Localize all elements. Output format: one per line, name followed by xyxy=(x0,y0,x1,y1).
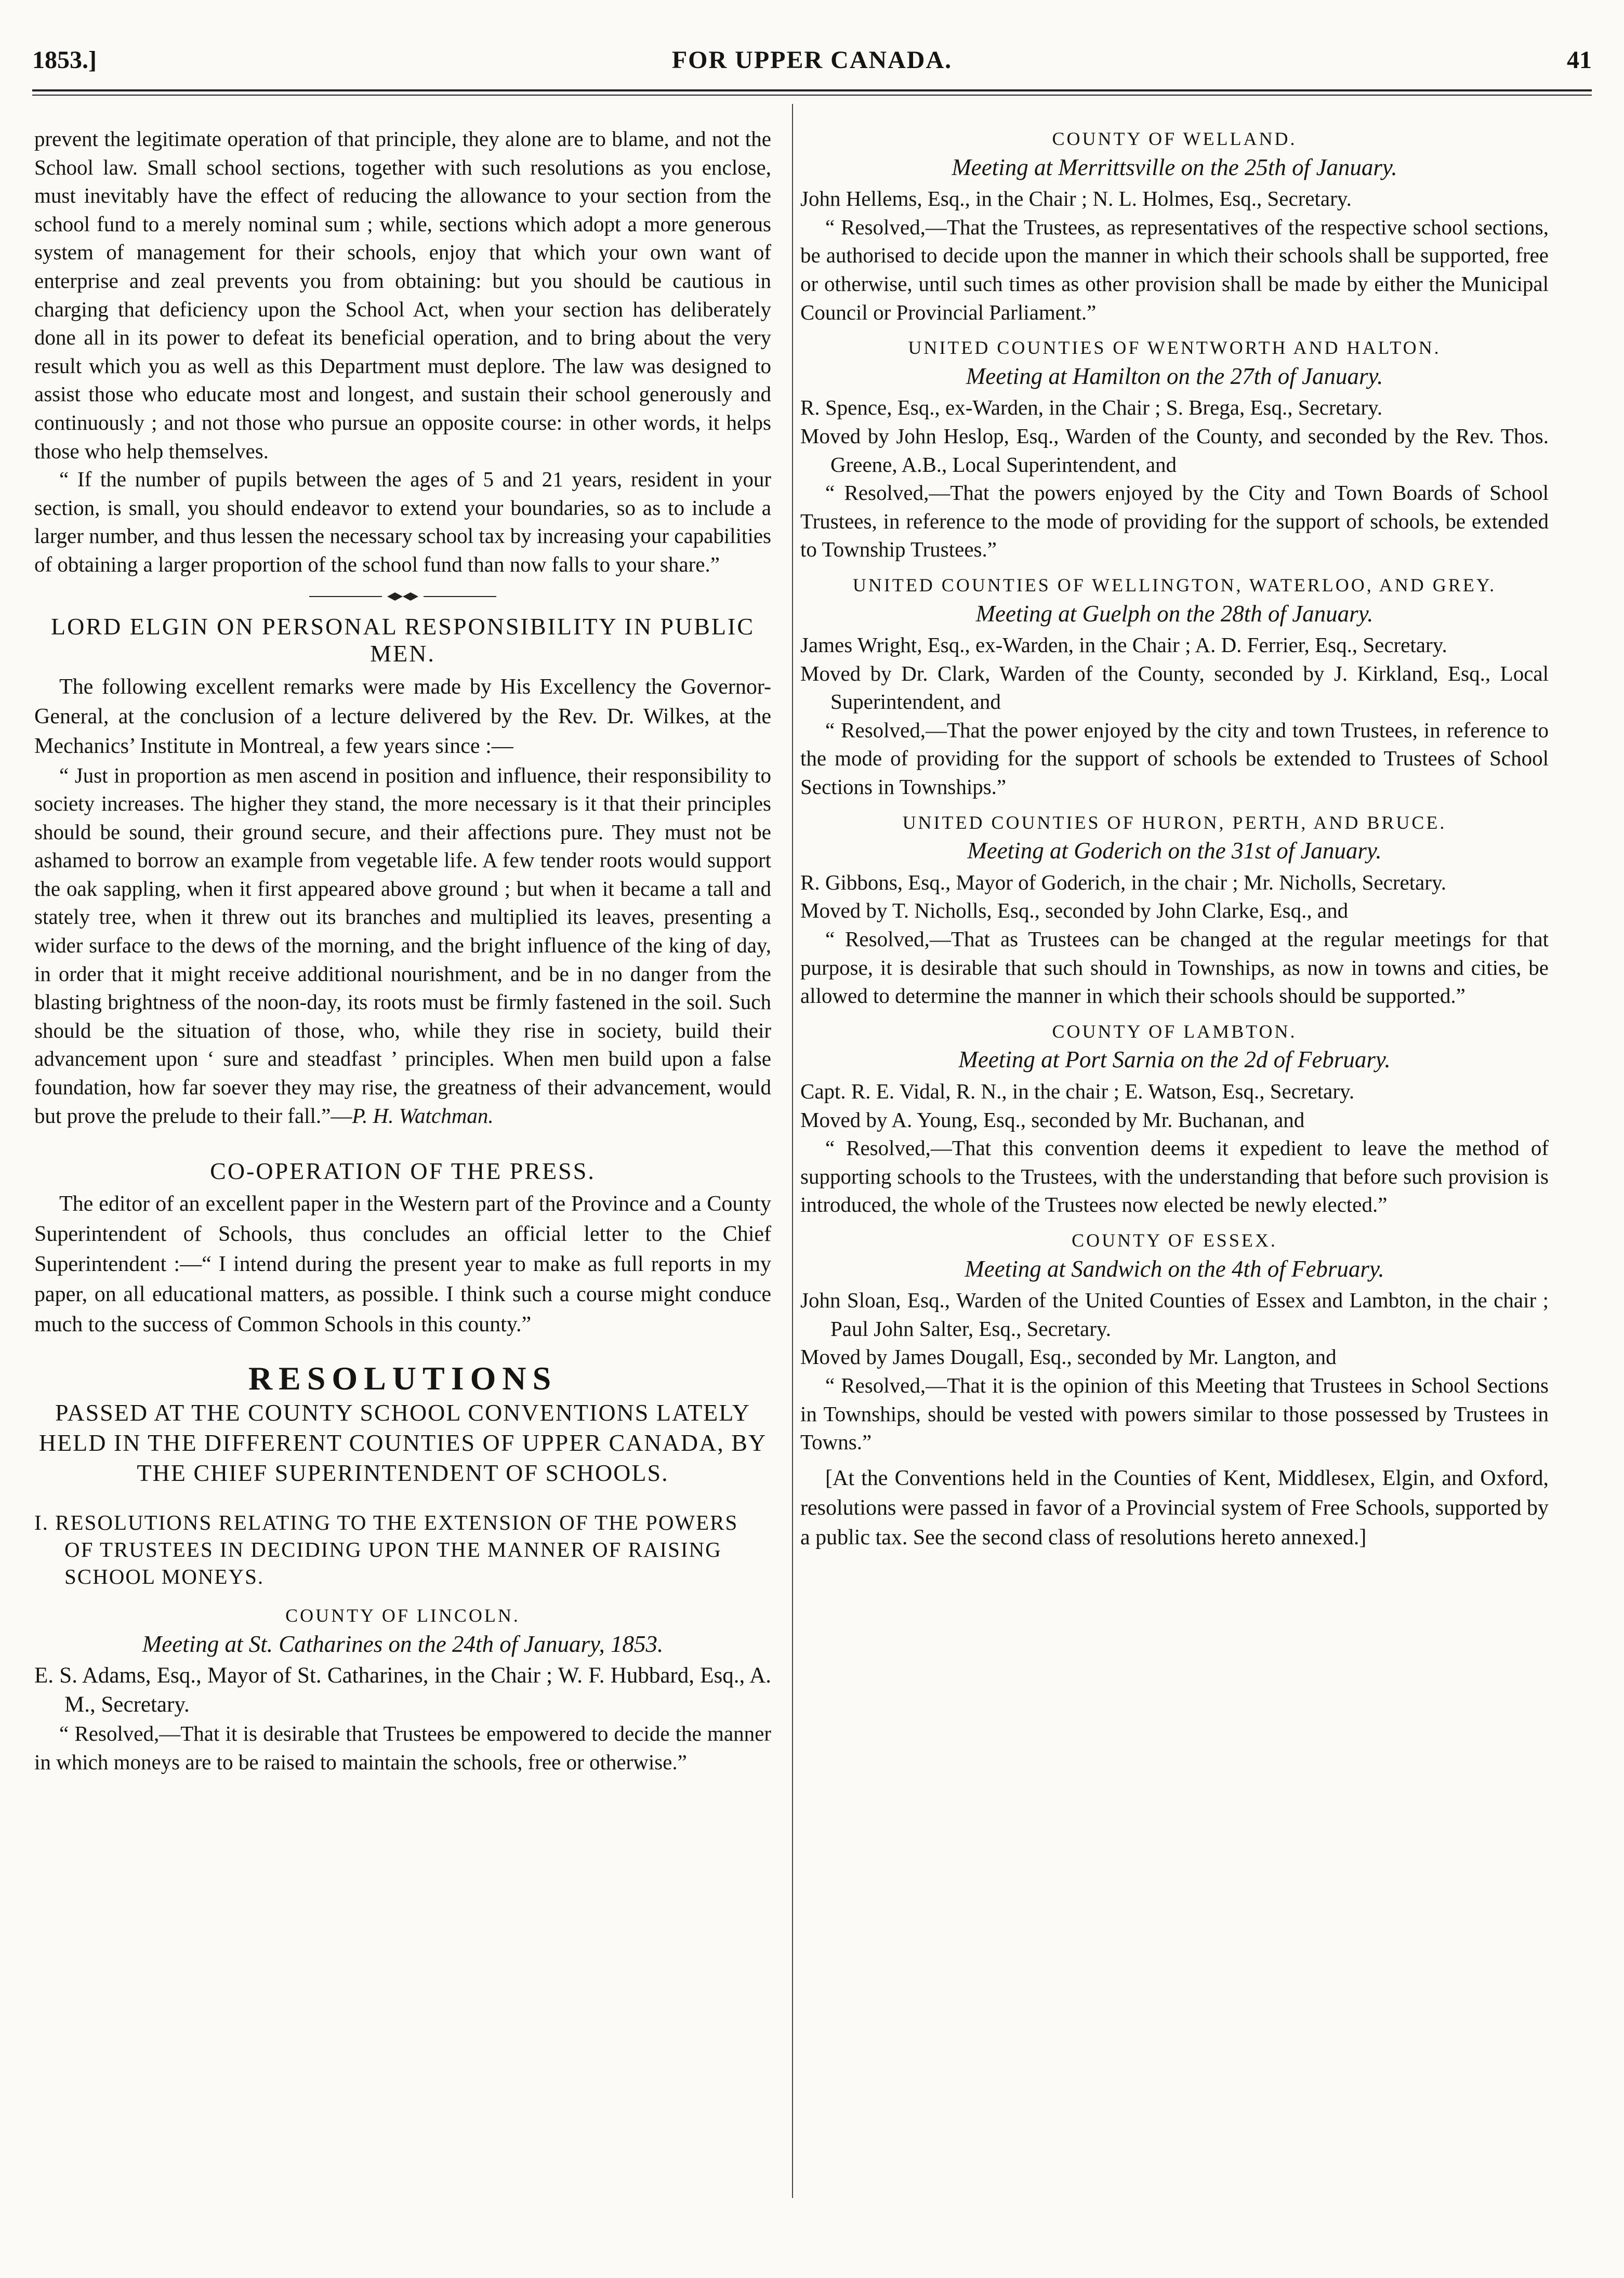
resolution-text: “ Resolved,—That it is desirable that Trustees be empowered to decide the manner in which moneys are to be raised to maintain the schools, free or otherwise.” xyxy=(34,1721,771,1774)
chair-line: James Wright, Esq., ex-Warden, in the Chair ; A. D. Ferrier, Esq., Secretary. xyxy=(800,633,1447,657)
moved-line: Moved by Dr. Clark, Warden of the County, seconded by J. Kirkland, Esq., Local Superintendent, and xyxy=(800,661,1549,714)
resolutions-subheading: PASSED AT THE COUNTY SCHOOL CONVENTIONS LATELY HELD IN THE DIFFERENT COUNTIES OF UPPER CANADA, BY THE CHIEF SUPERINTENDENT OF SCHOOLS. xyxy=(38,1399,767,1487)
paragraph: “ If the number of pupils between the ages of 5 and 21 years, resident in your section, is small, you should endeavor to extend your boundaries, so as to include a larger number, and thus lessen the necessary school tax by increasing your capabilities of obtaining a larger proportion of the school fund than now falls to your share.” xyxy=(34,467,771,576)
header-rule-thin xyxy=(32,95,1592,96)
resolutions-heading: RESOLUTIONS xyxy=(248,1360,558,1397)
ornament-divider xyxy=(34,583,771,604)
resolutions-section-i: I. RESOLUTIONS RELATING TO THE EXTENSION OF THE POWERS OF TRUSTEES IN DECIDING UPON THE MANNER OF RAISING SCHOOL MONEYS. xyxy=(34,1511,738,1589)
county-heading: COUNTY OF ESSEX. xyxy=(1072,1229,1277,1251)
right-column xyxy=(800,125,1549,1553)
meeting-line: Meeting at Hamilton on the 27th of January. xyxy=(966,363,1383,389)
paragraph: prevent the legitimate operation of that principle, they alone are to blame, and not the School law. Small school sections, together with such resolutions as you enclose, must inevitably have the effect of reducing the allowance to your section from the school fund to a merely nominal sum ; while, sections which adopt a more generous system of management for their schools, enjoy that which your own want of enterprise and zeal prevents you from obtaining: but you should be cautious in charging that deficiency upon the School Act, when your section has deliberately done all in its power to defeat its beneficial operation, and to bring about the very result which you as well as this Department must deplore. The law was designed to assist those who educate most and longest, and sustain their school generously and continuously ; and not those who pursue an opposite course: in other words, it helps those who help themselves. xyxy=(34,127,771,463)
meeting-line: Meeting at St. Catharines on the 24th of January, 1853. xyxy=(142,1631,664,1657)
header-title: FOR UPPER CANADA. xyxy=(671,46,953,74)
quotation xyxy=(34,761,771,1130)
header-rule xyxy=(32,89,1592,91)
county-heading: UNITED COUNTIES OF HURON, PERTH, AND BRUCE. xyxy=(902,812,1447,833)
meeting-line: Meeting at Goderich on the 31st of January. xyxy=(967,838,1382,864)
column-divider xyxy=(792,104,793,2198)
resolution-text: “ Resolved,—That it is the opinion of this Meeting that Trustees in School Sections in Townships, should be vested with powers similar to those possessed by Trustees in Towns.” xyxy=(800,1373,1549,1454)
county-heading: COUNTY OF LAMBTON. xyxy=(1052,1021,1297,1042)
paragraph: The following excellent remarks were made by His Excellency the Governor-General, at the conclusion of a lecture delivered by the Rev. Dr. Wilkes, at the Mechanics’ Institute in Montreal, a few years since :— xyxy=(34,674,771,758)
moved-line: Moved by James Dougall, Esq., seconded by Mr. Langton, and xyxy=(800,1345,1337,1369)
moved-line: Moved by A. Young, Esq., seconded by Mr. Buchanan, and xyxy=(800,1107,1305,1132)
county-heading: UNITED COUNTIES OF WELLINGTON, WATERLOO, AND GREY. xyxy=(852,574,1497,595)
paragraph: The editor of an excellent paper in the Western part of the Province and a County Superintendent of Schools, thus concludes an official letter to the Chief Superintendent :—“ I intend during the present year to make as full reports in my paper, on all educational matters, as possible. I think such a course might conduce much to the success of Common Schools in this county.” xyxy=(34,1192,771,1337)
chair-line: John Hellems, Esq., in the Chair ; N. L. Holmes, Esq., Secretary. xyxy=(800,187,1352,211)
header-date: 1853.] xyxy=(32,46,97,74)
resolution-text: “ Resolved,—That as Trustees can be changed at the regular meetings for that purpose, it is desirable that such should in Townships, as now in towns and cities, be allowed to determine the manner in which their schools should be supported.” xyxy=(800,927,1549,1008)
meeting-line: Meeting at Sandwich on the 4th of February. xyxy=(965,1255,1384,1282)
moved-line: Moved by John Heslop, Esq., Warden of the County, and seconded by the Rev. Thos. Greene, A.B., Local Superintendent, and xyxy=(800,423,1549,476)
running-header xyxy=(32,46,1592,87)
editorial-note: [At the Conventions held in the Counties of Kent, Middlesex, Elgin, and Oxford, resolutions were passed in favor of a Provincial system of Free Schools, supported by a public tax. See the second class of resolutions hereto annexed.] xyxy=(800,1466,1549,1549)
left-column xyxy=(34,125,771,1777)
chair-line: R. Spence, Esq., ex-Warden, in the Chair ; S. Brega, Esq., Secretary. xyxy=(800,395,1383,420)
county-heading: COUNTY OF LINCOLN. xyxy=(285,1605,520,1626)
quotation-text: “ Just in proportion as men ascend in position and influence, their responsibility to society increases. The higher they stand, the more necessary is it that their principles should be sound, their ground secure, and their affections pure. They must not be ashamed to borrow an example from vegetable life. A few tender roots would support the oak sappling, when it first appeared above ground ; but when it became a tall and stately tree, when it threw out its branches and multiplied its leaves, presenting a wider surface to the dews of the morning, and the bright influence of the king of day, in order that it might receive additional nourishment, and be in no danger from the blasting brightness of the noon-day, its roots must be firmly fastened in the soil. Such should be the situation of those, who, while they rise in society, build their advancement upon ‘ sure and steadfast ’ principles. When men build upon a false foundation, how far soever they may rise, the greatness of their advancement, would but prove the prelude to their fall.”— xyxy=(34,763,771,1128)
resolution-text: “ Resolved,—That the power enjoyed by the city and town Trustees, in reference to the mode of providing for the support of schools be extended to Trustees of School Sections in Townships.” xyxy=(800,718,1549,799)
chair-line: John Sloan, Esq., Warden of the United Counties of Essex and Lambton, in the chair ; Paul John Salter, Esq., Secretary. xyxy=(800,1288,1549,1341)
article-title-elgin: LORD ELGIN ON PERSONAL RESPONSIBILITY IN PUBLIC MEN. xyxy=(50,613,755,667)
resolution-text: “ Resolved,—That this convention deems it expedient to leave the method of supporting schools to the Trustees, with the understanding that before such provision is introduced, the whole of the Trustees now elected be newly elected.” xyxy=(800,1136,1549,1217)
chair-line: R. Gibbons, Esq., Mayor of Goderich, in the chair ; Mr. Nicholls, Secretary. xyxy=(800,870,1447,894)
quotation-source: P. H. Watchman. xyxy=(352,1103,494,1128)
chair-line: E. S. Adams, Esq., Mayor of St. Catharines, in the Chair ; W. F. Hubbard, Esq., A. M., Secretary. xyxy=(34,1663,771,1717)
county-heading: COUNTY OF WELLAND. xyxy=(1052,128,1297,149)
article-title-press: CO-OPERATION OF THE PRESS. xyxy=(210,1158,596,1185)
page-number: 41 xyxy=(1567,46,1592,74)
county-heading: UNITED COUNTIES OF WENTWORTH AND HALTON. xyxy=(908,337,1441,359)
meeting-line: Meeting at Merrittsville on the 25th of January. xyxy=(952,154,1397,180)
moved-line: Moved by T. Nicholls, Esq., seconded by John Clarke, Esq., and xyxy=(800,898,1349,923)
resolution-text: “ Resolved,—That the powers enjoyed by the City and Town Boards of School Trustees, in reference to the mode of providing for the support of schools, be extended to Township Trustees.” xyxy=(800,481,1549,562)
meeting-line: Meeting at Guelph on the 28th of January. xyxy=(975,600,1374,627)
chair-line: Capt. R. E. Vidal, R. N., in the chair ; E. Watson, Esq., Secretary. xyxy=(800,1079,1355,1103)
meeting-line: Meeting at Port Sarnia on the 2d of February. xyxy=(958,1047,1391,1073)
resolution-text: “ Resolved,—That the Trustees, as representatives of the respective school sections, be authorised to decide upon the manner in which their schools shall be supported, free or otherwise, until such times as other provision shall be made by either the Municipal Council or Provincial Parliament.” xyxy=(800,215,1549,324)
